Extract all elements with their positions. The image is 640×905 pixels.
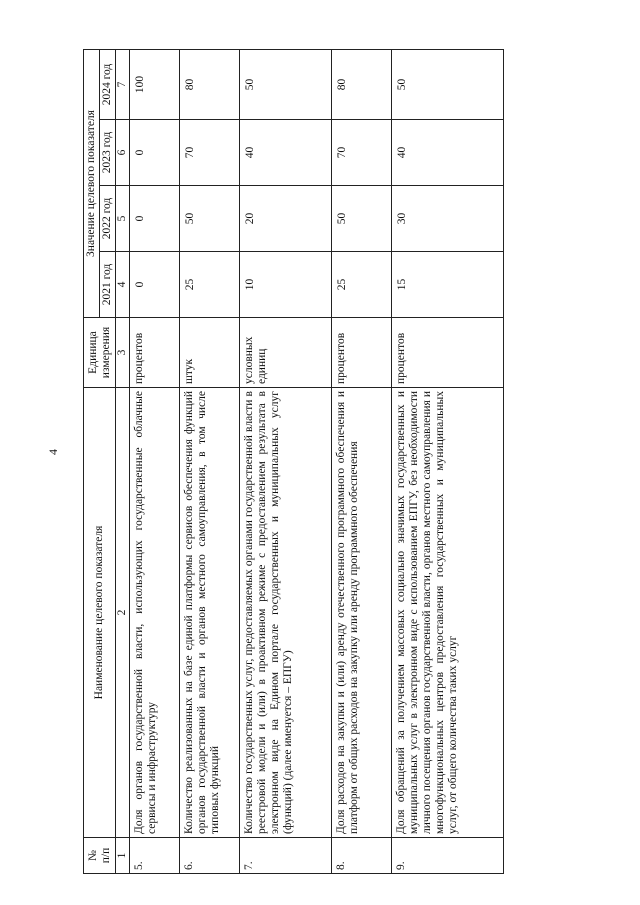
column-number-row	[116, 50, 130, 874]
value-2022: 20	[240, 186, 332, 252]
column-number: 1	[116, 838, 130, 874]
header-num: № п/п	[84, 838, 116, 874]
row-number: 8.	[332, 838, 392, 874]
indicator-name: Количество реализованных на базе единой платформы сервисов обеспечения функций органов государственной власти и органов местного самоуправления, в том числе типовых функций	[180, 388, 240, 838]
row-number: 7.	[240, 838, 332, 874]
value-2022: 50	[332, 186, 392, 252]
indicator-name: Доля обращений за получением массовых социально значимых государственных и муниципальных услуг в электронном виде с использованием ЕПГУ, без необходимости личного посещения органов государственной власти, органов местного самоуправления и многофункциональных центров предоставления государственных и муниципальных услуг, от общего количества таких услуг	[392, 388, 504, 838]
header-year-2024: 2024 год	[100, 50, 116, 120]
table-row	[332, 50, 392, 874]
header-year-2023: 2023 год	[100, 120, 116, 186]
rotated-table-container	[83, 50, 523, 874]
value-2023: 40	[392, 120, 504, 186]
page-number: 4	[46, 449, 60, 455]
value-2024: 50	[240, 50, 332, 120]
unit-of-measure: условных единиц	[240, 318, 332, 388]
row-number: 9.	[392, 838, 504, 874]
column-number: 5	[116, 186, 130, 252]
value-2021: 0	[130, 252, 180, 318]
unit-of-measure: процентов	[392, 318, 504, 388]
header-name: Наименование целевого показателя	[84, 388, 116, 838]
value-2021: 15	[392, 252, 504, 318]
header-year-2021: 2021 год	[100, 252, 116, 318]
header-target-value-group: Значение целевого показателя	[84, 50, 100, 318]
column-number: 3	[116, 318, 130, 388]
column-number: 4	[116, 252, 130, 318]
table-row	[130, 50, 180, 874]
value-2022: 30	[392, 186, 504, 252]
column-number: 6	[116, 120, 130, 186]
table-row	[392, 50, 504, 874]
value-2023: 70	[180, 120, 240, 186]
value-2024: 80	[332, 50, 392, 120]
table-row	[240, 50, 332, 874]
value-2023: 0	[130, 120, 180, 186]
unit-of-measure: процентов	[130, 318, 180, 388]
value-2021: 25	[180, 252, 240, 318]
row-number: 6.	[180, 838, 240, 874]
value-2022: 50	[180, 186, 240, 252]
value-2024: 50	[392, 50, 504, 120]
value-2023: 70	[332, 120, 392, 186]
column-number: 2	[116, 388, 130, 838]
unit-of-measure: штук	[180, 318, 240, 388]
value-2024: 80	[180, 50, 240, 120]
column-number: 7	[116, 50, 130, 120]
value-2024: 100	[130, 50, 180, 120]
unit-of-measure: процентов	[332, 318, 392, 388]
row-number: 5.	[130, 838, 180, 874]
value-2021: 25	[332, 252, 392, 318]
header-unit: Единица измерения	[84, 318, 116, 388]
value-2022: 0	[130, 186, 180, 252]
indicator-name: Количество государственных услуг, предоставляемых органами государственной власти в реестровой модели и (или) в проактивном режиме с предоставлением результата в электронном виде на Едином портале государственных и муниципальных услуг (функций) (далее именуется – ЕПГУ)	[240, 388, 332, 838]
target-indicators-table	[83, 49, 504, 874]
value-2021: 10	[240, 252, 332, 318]
header-year-2022: 2022 год	[100, 186, 116, 252]
indicator-name: Доля расходов на закупки и (или) аренду отечественного программного обеспечения и платформ от общих расходов на закупку или аренду программного обеспечения	[332, 388, 392, 838]
indicator-name: Доля органов государственной власти, использующих государственные облачные сервисы и инфраструктуру	[130, 388, 180, 838]
table-row	[180, 50, 240, 874]
value-2023: 40	[240, 120, 332, 186]
